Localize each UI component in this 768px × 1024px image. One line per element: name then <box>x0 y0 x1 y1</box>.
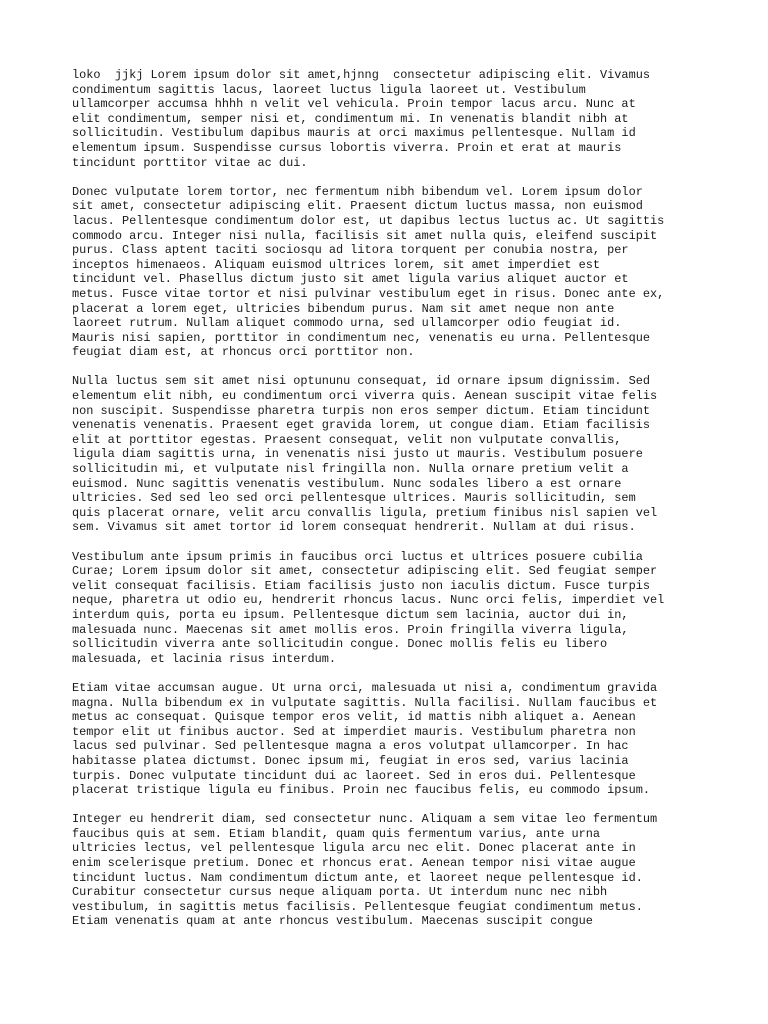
paragraph-3: Nulla luctus sem sit amet nisi optununu consequat, id ornare ipsum dignissim. Sed elementum elit nibh, eu condimentum orci viverra quis. Aenean suscipit vitae felis non suscipit. Suspendisse pharetra turpis non eros semper dictum. Etiam tincidunt venenatis venenatis. Praesent eget gravida lorem, ut congue diam. Etiam facilisis elit at porttitor egestas. Praesent consequat, velit non vulputate convallis, ligula diam sagittis urna, in venenatis nisi justo ut mauris. Vestibulum posuere sollicitudin mi, et vulputate nisl fringilla non. Nulla ornare pretium velit a euismod. Nunc sagittis venenatis vestibulum. Nunc sodales libero a est ornare ultricies. Sed sed leo sed orci pellentesque ultrices. Mauris sollicitudin, sem quis placerat ornare, velit arcu convallis ligula, pretium finibus nisl sapien vel sem. Vivamus sit amet tortor id lorem consequat hendrerit. Nullam at dui risus. <box>72 374 658 535</box>
paragraph-1: loko jjkj Lorem ipsum dolor sit amet,hjnng consectetur adipiscing elit. Vivamus condimentum sagittis lacus, laoreet luctus ligula laoreet ut. Vestibulum ullamcorper accumsa hhhh n velit vel vehicula. Proin tempor lacus arcu. Nunc at elit condimentum, semper nisi et, condimentum mi. In venenatis blandit nibh at sollicitudin. Vestibulum dapibus mauris at orci maximus pellentesque. Nullam id elementum ipsum. Suspendisse cursus lobortis viverra. Proin et erat at mauris tincidunt porttitor vitae ac dui. <box>72 68 650 170</box>
paragraph-6: Integer eu hendrerit diam, sed consectetur nunc. Aliquam a sem vitae leo fermentum faucibus quis at sem. Etiam blandit, quam quis fermentum varius, ante urna ultricies lectus, vel pellentesque ligula arcu nec elit. Donec placerat ante in enim scelerisque pretium. Donec et rhoncus erat. Aenean tempor nisi vitae augue tincidunt luctus. Nam condimentum dictum ante, et laoreet neque pellentesque id. Curabitur consectetur cursus neque aliquam porta. Ut interdum nunc nec nibh vestibulum, in sagittis metus facilisis. Pellentesque feugiat condimentum metus. Etiam venenatis quam at ante rhoncus vestibulum. Maecenas suscipit congue <box>72 812 658 929</box>
paragraph-4: Vestibulum ante ipsum primis in faucibus orci luctus et ultrices posuere cubilia Curae; Lorem ipsum dolor sit amet, consectetur adipiscing elit. Sed feugiat semper velit consequat facilisis. Etiam facilisis justo non iaculis dictum. Fusce turpis neque, pharetra ut odio eu, hendrerit rhoncus lacus. Nunc orci felis, imperdiet vel interdum quis, porta eu ipsum. Pellentesque dictum sem lacinia, auctor dui in, malesuada nunc. Maecenas sit amet mollis eros. Proin fringilla viverra ligula, sollicitudin viverra ante sollicitudin congue. Donec mollis felis eu libero malesuada, et lacinia risus interdum. <box>72 549 665 666</box>
paragraph-5: Etiam vitae accumsan augue. Ut urna orci, malesuada ut nisi a, condimentum gravida magna. Nulla bibendum ex in vulputate sagittis. Nulla facilisi. Nullam faucibus et metus ac consequat. Quisque tempor eros velit, id mattis nibh aliquet a. Aenean tempor elit ut finibus auctor. Sed at imperdiet mauris. Vestibulum pharetra non lacus sed pulvinar. Sed pellentesque magna a eros volutpat ullamcorper. In hac habitasse platea dictumst. Donec ipsum mi, feugiat in eros sed, varius lacinia turpis. Donec vulputate tincidunt dui ac laoreet. Sed in eros dui. Pellentesque placerat tristique ligula eu finibus. Proin nec faucibus felis, eu commodo ipsum. <box>72 680 658 798</box>
document-body <box>72 68 732 944</box>
paragraph-2: Donec vulputate lorem tortor, nec fermentum nibh bibendum vel. Lorem ipsum dolor sit amet, consectetur adipiscing elit. Praesent dictum luctus massa, non euismod lacus. Pellentesque condimentum dolor est, ut dapibus lectus luctus ac. Ut sagittis commodo arcu. Integer nisi nulla, facilisis sit amet nulla quis, eleifend suscipit purus. Class aptent taciti sociosqu ad litora torquent per conubia nostra, per inceptos himenaeos. Aliquam euismod ultrices lorem, sit amet imperdiet est tincidunt vel. Phasellus dictum justo sit amet ligula varius aliquet auctor et metus. Fusce vitae tortor et nisi pulvinar vestibulum eget in risus. Donec ante ex, placerat a lorem eget, ultricies bibendum purus. Nam sit amet neque non ante laoreet rutrum. Nullam aliquet commodo urna, sed ullamcorper odio feugiat id. Mauris nisi sapien, porttitor in condimentum nec, venenatis eu urna. Pellentesque feugiat diam est, at rhoncus orci porttitor non. <box>72 184 665 360</box>
